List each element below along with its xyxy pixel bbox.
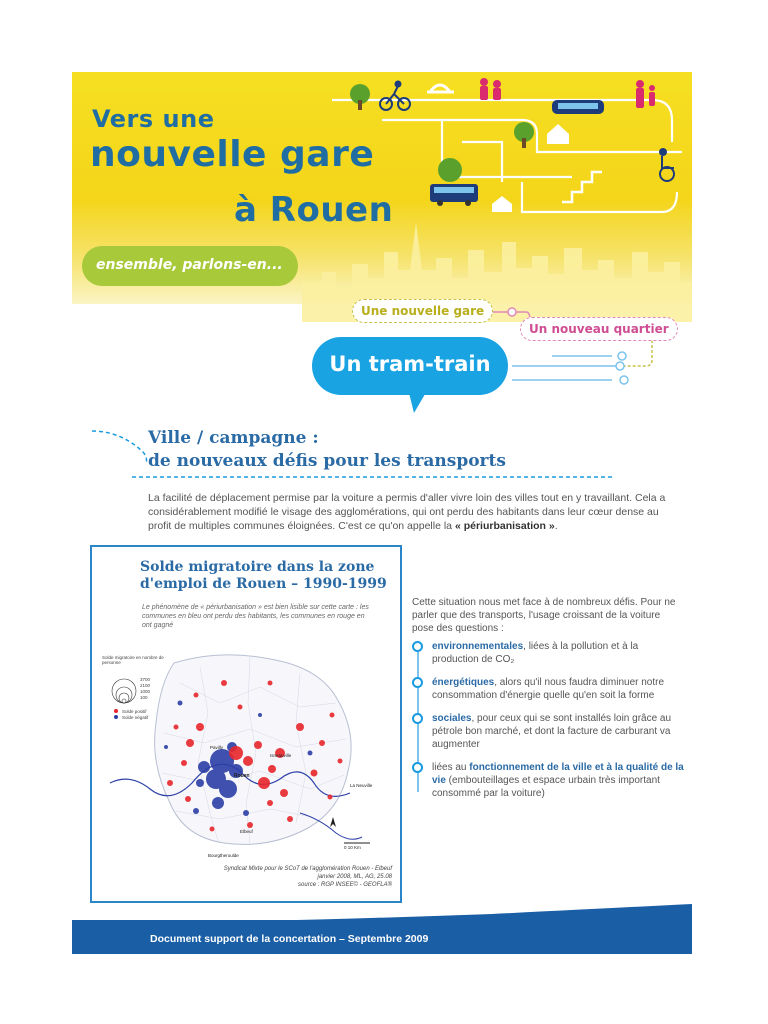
bullet-ring-icon (412, 641, 423, 652)
tree-icon-2 (514, 122, 534, 148)
bullet-ring-icon (412, 677, 423, 688)
map-source-line-1: Syndicat Mixte pour le SCoT de l'agglomération Rouen - Elbeuf (223, 866, 392, 872)
cyclist-icon (380, 82, 410, 111)
legend-keys (122, 709, 148, 721)
tree-icon (350, 84, 370, 110)
bubble-nouvelle-gare: Une nouvelle gare (352, 299, 493, 323)
legend-positive: Solde positif (122, 709, 147, 714)
item-prefix: liées au (432, 762, 470, 773)
intro-keyword: « périurbanisation » (454, 520, 555, 532)
north-arrow-icon (330, 817, 336, 827)
legend-value: 100 (140, 695, 148, 700)
house-icon-2 (492, 196, 512, 212)
scale-label: 0 10 Km (344, 845, 361, 850)
item-keyword: environnementales (432, 641, 524, 652)
tram-bubble-tail (408, 389, 428, 413)
legend-values (140, 677, 150, 701)
map-label-pavilly: Pavilly (210, 745, 224, 750)
map-area (155, 655, 352, 845)
item-text: , liées à la pollution et à la production de CO₂ (432, 641, 639, 665)
people-icon (480, 78, 501, 100)
intro-paragraph (148, 491, 668, 533)
bullet-ring-icon (412, 713, 423, 724)
legend-negative: Solde négatif (122, 715, 149, 720)
legend (102, 655, 172, 665)
footer-band (72, 920, 692, 954)
item-keyword: énergétiques (432, 677, 495, 688)
footer-text: Document support de la concertation – Septembre 2009 (150, 933, 429, 945)
family-icon (636, 80, 655, 108)
bridge-icon (427, 85, 454, 92)
bus-icon (430, 184, 478, 206)
map-title-line-2: d'emploi de Rouen – 1990-1999 (140, 576, 387, 592)
tram-icon (552, 100, 604, 114)
map-box (90, 545, 402, 903)
tram-train-label: Un tram-train (329, 352, 491, 376)
map-source-line-2: janvier 2008, ML, AG, 25.08 (317, 874, 392, 880)
challenges-intro: Cette situation nous met face à de nombreux défis. Pour ne parler que des transports, l'usage croissant de la voiture pose des questions : (412, 597, 676, 634)
map-title-line-1: Solde migratoire dans la zone (140, 559, 375, 575)
map-description: Le phénomène de « périurbanisation » est bien lisible sur cette carte : les communes en bleu ont perdu des habitants, les communes en rouge en ont gagné (142, 604, 369, 629)
footer-wave (72, 904, 692, 924)
dashed-decoration (90, 427, 150, 467)
map-source-line-3: source : RGP INSEE© - GEOFLA® (298, 882, 392, 888)
map-source (202, 865, 392, 889)
section-title-line-1: Ville / campagne : (148, 428, 319, 448)
item-text: (embouteillages et espace urbain très important consommé par la voiture) (432, 775, 660, 799)
wheelchair-icon (660, 149, 674, 181)
legend-value: 1000 (140, 689, 151, 694)
legend-value: 2100 (140, 683, 151, 688)
legend-value: 3700 (140, 677, 151, 682)
tree-icon-3 (438, 158, 462, 182)
intro-text: La facilité de déplacement permise par la voiture a permis d'aller vivre loin des villes tout en y travaillant. Cela a considérablement modifié le visage des agglomérations, qui ont perdu des habitants dans leur cœur dense au profit de multiples communes éloignées. C'est ce qu'on appelle la (148, 492, 666, 532)
legend-title: Solde migratoire en nombre de personne (102, 655, 164, 665)
bubble-nouveau-quartier: Un nouveau quartier (520, 317, 678, 341)
map-label-bourgtheroulde: Bourgtheroulde (208, 853, 239, 858)
section-title (148, 427, 506, 473)
challenge-item (412, 712, 687, 751)
challenge-item (412, 676, 687, 702)
bullet-ring-icon (412, 762, 423, 773)
title-line-2: nouvelle gare (90, 134, 375, 175)
item-keyword: fonctionnement de la ville et à la qualité de la vie (432, 762, 684, 786)
legend-dots (114, 709, 118, 719)
map-label-elbeuf: Elbeuf (240, 829, 253, 834)
item-text: , alors qu'il nous faudra diminuer notre consommation d'énergie quelle qu'en soit la forme (432, 677, 665, 701)
header-banner (72, 72, 692, 304)
map-label-la-neuville: La Neuville (350, 783, 373, 788)
title-line-3: à Rouen (234, 190, 394, 230)
intro-end: . (554, 520, 558, 532)
challenge-item (412, 640, 687, 666)
map-title (140, 559, 387, 593)
legend-circles (112, 679, 136, 703)
tagline-bubble (82, 246, 298, 286)
section-title-line-2: de nouveaux défis pour les transports (148, 451, 506, 471)
bubble-tram-train (312, 337, 508, 395)
title-line-1: Vers une (92, 105, 215, 133)
item-text: , pour ceux qui se sont installés loin grâce au pétrole bon marché, et dont la facture de carburant va augmenter (432, 713, 672, 750)
map-label-rouen: Rouen (234, 773, 250, 779)
item-keyword: sociales (432, 713, 472, 724)
transport-pictograms (322, 72, 692, 222)
brochure-page (72, 72, 692, 954)
title-underline (132, 474, 612, 480)
map-label-isneauville: Isneauville (270, 753, 292, 758)
challenge-item (412, 761, 687, 800)
challenges-list (412, 640, 687, 810)
tagline-text: ensemble, parlons-en... (96, 257, 283, 273)
house-icon (547, 124, 569, 144)
